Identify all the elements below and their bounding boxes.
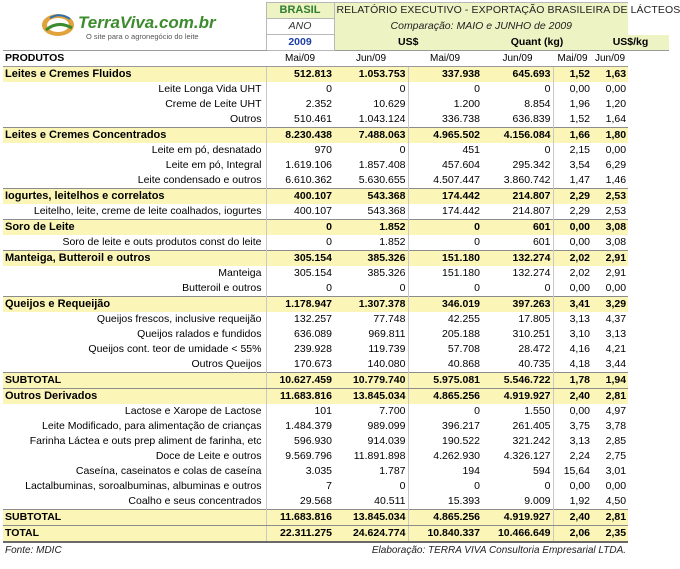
- value-cell: 636.089: [266, 327, 334, 342]
- value-cell: 305.154: [266, 266, 334, 281]
- value-cell: 601: [482, 220, 553, 236]
- value-cell: 1,63: [592, 67, 628, 83]
- value-cell: 601: [532, 236, 551, 248]
- value-cell: 451: [408, 143, 482, 158]
- value-cell: 1.178.947: [266, 297, 334, 313]
- value-cell: 3,08: [592, 220, 628, 236]
- value-cell: 0: [399, 83, 406, 95]
- value-cell: 1.857.408: [358, 159, 406, 171]
- value-cell: 1.200: [408, 97, 482, 112]
- value-cell: 0: [266, 82, 334, 97]
- value-cell: 1,52: [553, 112, 592, 128]
- value-cell: 0,00: [605, 480, 627, 492]
- value-cell: 4,16: [553, 342, 592, 357]
- value-cell: 3,29: [592, 297, 628, 313]
- value-cell: 2,29: [553, 189, 592, 205]
- value-cell: 337.938: [408, 67, 482, 83]
- value-cell: 336.738: [408, 112, 482, 128]
- column-header-row: [3, 51, 669, 67]
- row-label: Leite em pó, desnatado: [151, 144, 262, 156]
- value-cell: 10.840.337: [408, 526, 482, 543]
- value-cell: 512.813: [266, 67, 334, 83]
- value-cell: 2.352: [266, 97, 334, 112]
- value-cell: 385.326: [367, 267, 406, 279]
- value-cell: 11.891.898: [353, 450, 406, 462]
- value-cell: 214.807: [482, 189, 553, 205]
- value-cell: 132.257: [266, 312, 334, 327]
- value-cell: 205.188: [408, 327, 482, 342]
- svg-text:O site para o agronegócio do l: O site para o agronegócio do leite: [86, 32, 199, 42]
- product-row: [3, 143, 669, 158]
- source-note: Fonte: MDIC: [3, 542, 266, 558]
- value-cell: 397.263: [482, 297, 553, 313]
- value-cell: 543.368: [334, 189, 408, 205]
- value-cell: 5.630.655: [358, 174, 406, 186]
- value-cell: 321.242: [512, 435, 551, 447]
- value-cell: 0,00: [553, 82, 592, 97]
- value-cell: 3,13: [553, 434, 592, 449]
- category-row: [3, 128, 669, 144]
- row-label: Outros Queijos: [191, 358, 262, 370]
- ano-label: ANO: [266, 19, 334, 35]
- value-cell: 1,78: [553, 373, 592, 389]
- value-cell: 3.035: [266, 464, 334, 479]
- value-cell: 400.107: [266, 204, 334, 220]
- value-cell: 2,40: [553, 510, 592, 526]
- value-cell: 0: [266, 281, 334, 297]
- value-cell: 9.569.796: [266, 449, 334, 464]
- value-cell: 0: [544, 480, 551, 492]
- value-cell: 346.019: [408, 297, 482, 313]
- row-label: Leite condensado e outros: [137, 174, 262, 186]
- value-cell: 2,29: [553, 204, 592, 220]
- value-cell: 510.461: [266, 112, 334, 128]
- value-cell: 543.368: [367, 205, 406, 217]
- value-cell: 0,00: [553, 404, 592, 419]
- value-cell: 170.673: [266, 357, 334, 373]
- value-cell: 1.619.106: [266, 158, 334, 173]
- row-label: Doce de Leite e outros: [155, 450, 262, 462]
- value-cell: 0: [408, 220, 482, 236]
- row-label: Queijos cont. teor de umidade < 55%: [88, 343, 262, 355]
- value-cell: 10.779.740: [334, 373, 408, 389]
- product-row: [3, 434, 669, 449]
- row-label: TOTAL: [3, 526, 266, 543]
- value-cell: 636.839: [512, 113, 551, 125]
- value-cell: 7.488.063: [334, 128, 408, 144]
- value-cell: 9.009: [524, 495, 551, 507]
- value-cell: 1.852: [379, 236, 406, 248]
- value-cell: 2,24: [553, 449, 592, 464]
- value-cell: 4.865.256: [408, 510, 482, 526]
- value-cell: 3,41: [553, 297, 592, 313]
- value-cell: 989.099: [367, 420, 406, 432]
- value-cell: 3,78: [605, 420, 627, 432]
- value-cell: 40.511: [374, 495, 406, 507]
- category-row: [3, 389, 669, 405]
- value-cell: 4.507.447: [408, 173, 482, 189]
- value-cell: 15,64: [553, 464, 592, 479]
- svg-text:TerraViva.com.br: TerraViva.com.br: [78, 13, 216, 33]
- value-cell: 2,06: [553, 526, 592, 543]
- row-label: Manteiga: [218, 267, 262, 279]
- row-label: Queijos e Requeijão: [3, 297, 266, 313]
- row-label: Outros: [229, 113, 262, 125]
- row-label: Queijos ralados e fundidos: [137, 328, 262, 340]
- value-cell: 11.683.816: [266, 510, 334, 526]
- value-cell: 151.180: [408, 251, 482, 267]
- value-cell: 0: [408, 281, 482, 297]
- product-row: [3, 173, 669, 189]
- products-header: PRODUTOS: [3, 51, 266, 67]
- value-cell: 1.787: [379, 465, 406, 477]
- value-cell: 4,18: [553, 357, 592, 373]
- subtotal-row: [3, 373, 669, 389]
- report-subtitle: Comparação: MAIO e JUNHO de 2009: [334, 19, 628, 35]
- value-cell: 4.865.256: [408, 389, 482, 405]
- value-cell: 11.683.816: [266, 389, 334, 405]
- value-cell: 0,00: [605, 144, 627, 156]
- value-cell: 3,13: [553, 312, 592, 327]
- value-cell: 1,46: [605, 174, 627, 186]
- value-cell: 151.180: [408, 266, 482, 281]
- row-label: SUBTOTAL: [3, 373, 266, 389]
- row-label: Leite Longa Vida UHT: [158, 83, 262, 95]
- value-cell: 4.156.084: [482, 128, 553, 144]
- row-label: Caseína, caseinatos e colas de caseína: [75, 465, 262, 477]
- product-row: [3, 342, 669, 357]
- value-cell: 4.326.127: [503, 450, 551, 462]
- value-cell: 4.262.930: [408, 449, 482, 464]
- row-label: Butteroil e outros: [182, 282, 262, 294]
- value-cell: 194: [408, 464, 482, 479]
- product-row: [3, 266, 669, 281]
- group-header-quant: Quant (kg): [482, 35, 592, 51]
- row-label: Leitelho, leite, creme de leite coalhados, iogurtes: [33, 205, 262, 217]
- value-cell: 0: [399, 144, 406, 156]
- total-row: [3, 526, 669, 543]
- value-cell: 2,53: [592, 189, 628, 205]
- product-row: [3, 158, 669, 173]
- value-cell: 3,01: [605, 465, 627, 477]
- value-cell: 119.739: [368, 343, 406, 355]
- product-row: [3, 82, 669, 97]
- value-cell: 3,54: [553, 158, 592, 173]
- value-cell: 0,00: [553, 220, 592, 236]
- value-cell: 0: [544, 144, 551, 156]
- value-cell: 914.039: [367, 435, 406, 447]
- logo: [3, 3, 266, 51]
- value-cell: 0,00: [605, 83, 627, 95]
- month-header: Mai/09: [408, 51, 482, 67]
- value-cell: 3,10: [553, 327, 592, 342]
- value-cell: 457.604: [408, 158, 482, 173]
- value-cell: 0: [544, 83, 551, 95]
- month-header: Jun/09: [334, 51, 408, 67]
- value-cell: 4,50: [605, 495, 627, 507]
- value-cell: 28.472: [518, 343, 551, 355]
- value-cell: 8.854: [524, 98, 551, 110]
- value-cell: 2,53: [605, 205, 627, 217]
- value-cell: 29.568: [266, 494, 334, 510]
- value-cell: 132.274: [512, 267, 551, 279]
- product-row: [3, 112, 669, 128]
- value-cell: 0,00: [605, 282, 627, 294]
- value-cell: 0,00: [553, 235, 592, 251]
- category-row: [3, 251, 669, 267]
- category-row: [3, 67, 669, 83]
- product-row: [3, 235, 669, 251]
- category-row: [3, 220, 669, 236]
- value-cell: 13.845.034: [334, 510, 408, 526]
- value-cell: 0: [408, 82, 482, 97]
- value-cell: 1,80: [592, 128, 628, 144]
- value-cell: 10.627.459: [266, 373, 334, 389]
- row-label: Leites e Cremes Concentrados: [3, 128, 266, 144]
- value-cell: 396.217: [408, 419, 482, 434]
- value-cell: 40.735: [518, 358, 551, 370]
- row-label: Coalho e seus concentrados: [128, 495, 262, 507]
- value-cell: 10.629: [373, 98, 406, 110]
- value-cell: 1,96: [553, 97, 592, 112]
- value-cell: 1.484.379: [266, 419, 334, 434]
- value-cell: 101: [266, 404, 334, 419]
- row-label: Manteiga, Butteroil e outros: [3, 251, 266, 267]
- row-label: Leites e Cremes Fluidos: [3, 67, 266, 83]
- row-label: Lactalbuminas, soroalbuminas, albuminas e outros: [25, 480, 262, 492]
- value-cell: 0: [408, 479, 482, 494]
- value-cell: 4.919.927: [482, 510, 553, 526]
- value-cell: 132.274: [482, 251, 553, 267]
- row-label: Soro de Leite: [3, 220, 266, 236]
- group-header-usd-kg: US$/kg: [592, 35, 669, 51]
- value-cell: 3,08: [605, 236, 627, 248]
- value-cell: 174.442: [408, 204, 482, 220]
- value-cell: 310.251: [512, 328, 551, 340]
- value-cell: 596.930: [266, 434, 334, 449]
- row-label: Iogurtes, leitelhos e correlatos: [3, 189, 266, 205]
- terraviva-logo-icon: [40, 6, 228, 46]
- export-report-table: [3, 2, 680, 558]
- product-row: [3, 312, 669, 327]
- value-cell: 40.868: [408, 357, 482, 373]
- value-cell: 0: [399, 480, 406, 492]
- footer-row: [3, 542, 669, 558]
- value-cell: 214.807: [512, 205, 551, 217]
- row-label: Queijos frescos, inclusive requeijão: [96, 313, 262, 325]
- value-cell: 2,85: [605, 435, 627, 447]
- category-row: [3, 297, 669, 313]
- group-header-usd: US$: [334, 35, 482, 51]
- value-cell: 3,75: [553, 419, 592, 434]
- row-label: Leite em pó, Integral: [165, 159, 262, 171]
- value-cell: 0: [408, 235, 482, 251]
- value-cell: 1.852: [334, 220, 408, 236]
- value-cell: 1,94: [592, 373, 628, 389]
- row-label: Outros Derivados: [3, 389, 266, 405]
- category-row: [3, 189, 669, 205]
- month-header: Mai/09: [553, 51, 592, 67]
- month-header: Mai/09: [266, 51, 334, 67]
- value-cell: 2,35: [592, 526, 628, 543]
- value-cell: 17.805: [518, 313, 551, 325]
- value-cell: 2,81: [592, 510, 628, 526]
- value-cell: 261.405: [512, 420, 551, 432]
- row-label: Farinha Láctea e outs prep aliment de farinha, etc: [29, 435, 262, 447]
- value-cell: 15.393: [408, 494, 482, 510]
- country-label: BRASIL: [266, 3, 334, 19]
- value-cell: 295.342: [512, 159, 551, 171]
- value-cell: 6,29: [605, 159, 627, 171]
- report-container: [3, 2, 680, 558]
- value-cell: 1.043.124: [358, 113, 406, 125]
- value-cell: 5.975.081: [408, 373, 482, 389]
- value-cell: 1,52: [553, 67, 592, 83]
- value-cell: 239.928: [266, 342, 334, 357]
- value-cell: 0,00: [553, 281, 592, 297]
- year-value: 2009: [266, 35, 334, 51]
- product-row: [3, 281, 669, 297]
- value-cell: 400.107: [266, 189, 334, 205]
- value-cell: 2,40: [553, 389, 592, 405]
- value-cell: 77.748: [373, 313, 406, 325]
- value-cell: 7: [266, 479, 334, 494]
- value-cell: 0: [266, 220, 334, 236]
- value-cell: 4,21: [605, 343, 627, 355]
- value-cell: 10.466.649: [482, 526, 553, 543]
- value-cell: 1,47: [553, 173, 592, 189]
- value-cell: 24.624.774: [334, 526, 408, 543]
- value-cell: 3,44: [605, 358, 627, 370]
- product-row: [3, 464, 669, 479]
- product-row: [3, 419, 669, 434]
- value-cell: 2,15: [553, 143, 592, 158]
- value-cell: 22.311.275: [266, 526, 334, 543]
- value-cell: 140.080: [367, 358, 406, 370]
- value-cell: 13.845.034: [334, 389, 408, 405]
- value-cell: 3,13: [605, 328, 627, 340]
- value-cell: 4.965.502: [408, 128, 482, 144]
- value-cell: 0: [544, 282, 551, 294]
- value-cell: 594: [532, 465, 551, 477]
- report-title: RELATÓRIO EXECUTIVO - EXPORTAÇÃO BRASILEIRA DE LÁCTEOS: [334, 3, 628, 19]
- value-cell: 385.326: [334, 251, 408, 267]
- value-cell: 5.546.722: [482, 373, 553, 389]
- row-label: Creme de Leite UHT: [165, 98, 262, 110]
- value-cell: 645.693: [482, 67, 553, 83]
- value-cell: 42.255: [408, 312, 482, 327]
- value-cell: 4.919.927: [482, 389, 553, 405]
- value-cell: 4,37: [605, 313, 627, 325]
- value-cell: 0: [399, 282, 406, 294]
- product-row: [3, 204, 669, 220]
- value-cell: 1.550: [524, 405, 551, 417]
- value-cell: 0,00: [553, 479, 592, 494]
- credit-note: Elaboração: TERRA VIVA Consultoria Empresarial LTDA.: [266, 542, 628, 558]
- value-cell: 305.154: [266, 251, 334, 267]
- product-row: [3, 357, 669, 373]
- value-cell: 4,97: [605, 405, 627, 417]
- value-cell: 0: [408, 404, 482, 419]
- row-label: Soro de leite e outs produtos const do leite: [62, 236, 262, 248]
- header-row-1: [3, 3, 669, 19]
- value-cell: 1,66: [553, 128, 592, 144]
- value-cell: 190.522: [408, 434, 482, 449]
- row-label: SUBTOTAL: [3, 510, 266, 526]
- value-cell: 2,02: [553, 251, 592, 267]
- value-cell: 970: [266, 143, 334, 158]
- product-row: [3, 494, 669, 510]
- product-row: [3, 479, 669, 494]
- value-cell: 7.700: [379, 405, 406, 417]
- value-cell: 2,75: [605, 450, 627, 462]
- product-row: [3, 97, 669, 112]
- value-cell: 2,81: [592, 389, 628, 405]
- value-cell: 6.610.362: [266, 173, 334, 189]
- product-row: [3, 404, 669, 419]
- value-cell: 3.860.742: [503, 174, 551, 186]
- value-cell: 174.442: [408, 189, 482, 205]
- product-row: [3, 449, 669, 464]
- value-cell: 2,02: [553, 266, 592, 281]
- value-cell: 969.811: [368, 328, 406, 340]
- value-cell: 0: [266, 235, 334, 251]
- value-cell: 2,91: [592, 251, 628, 267]
- value-cell: 1,92: [553, 494, 592, 510]
- subtotal-row: [3, 510, 669, 526]
- value-cell: 1,20: [605, 98, 627, 110]
- value-cell: 8.230.438: [266, 128, 334, 144]
- month-header: Jun/09: [482, 51, 553, 67]
- value-cell: 1.053.753: [334, 67, 408, 83]
- row-label: Leite Modificado, para alimentação de crianças: [42, 420, 262, 432]
- product-row: [3, 327, 669, 342]
- value-cell: 57.708: [408, 342, 482, 357]
- value-cell: 2,91: [605, 267, 627, 279]
- value-cell: 1.307.378: [334, 297, 408, 313]
- month-header: Jun/09: [592, 51, 628, 67]
- row-label: Lactose e Xarope de Lactose: [124, 405, 262, 417]
- value-cell: 1,64: [605, 113, 627, 125]
